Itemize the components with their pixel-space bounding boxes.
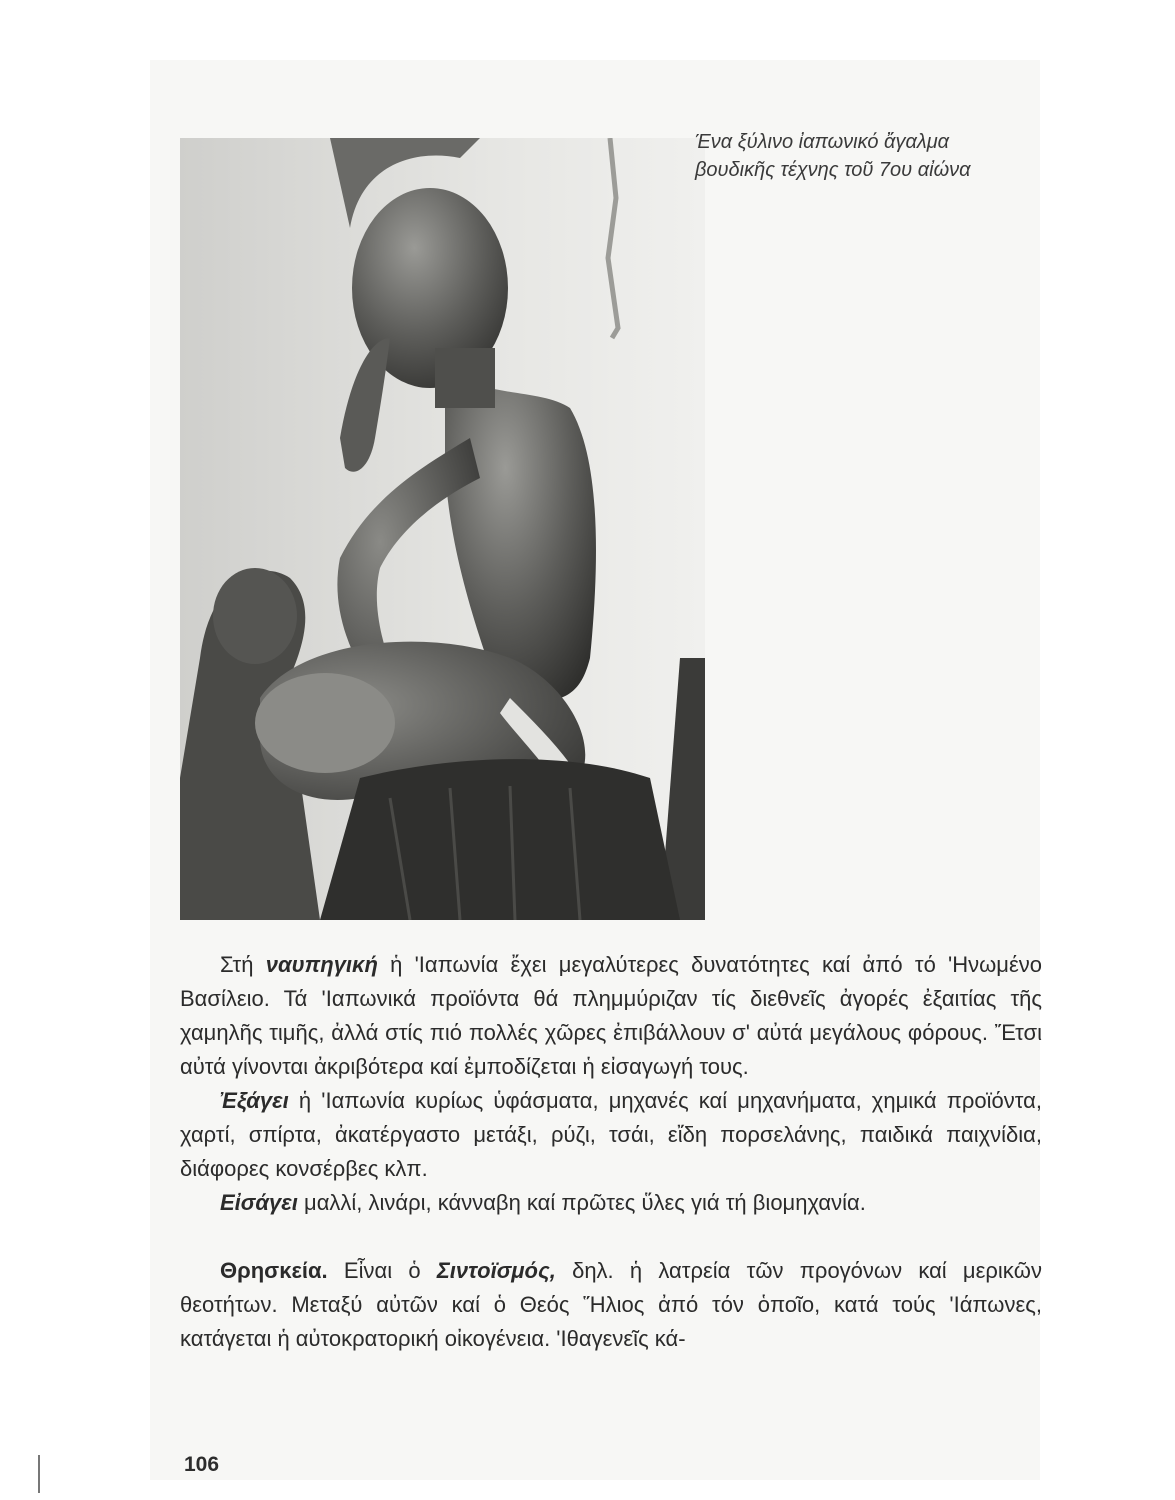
keyword-shipbuilding: ναυπηγική [265,952,378,977]
paragraph-text: μαλλί, λινάρι, κάνναβη καί πρῶτες ὕλες γιά τή βιομηχανία. [297,1190,866,1215]
heading-religion: Θρησκεία. [220,1258,328,1283]
paragraph-lead: Στή [220,952,266,977]
paragraph-shipbuilding [180,948,1042,1084]
paragraph-exports [180,1084,1042,1186]
keyword-shintoism: Σιντοϊσμός, [436,1258,556,1283]
paragraph-religion [180,1254,1042,1356]
page-number: 106 [184,1453,220,1476]
paragraph-text: ἡ 'Ιαπωνία κυρίως ὑφάσματα, μηχανές καί μηχανήματα, χημικά προϊόντα, χαρτί, σπίρτα, ἀκατέργαστο μετάξι, ρύζι, τσάι, εἴδη πορσελάνης, παιδικά παιχνίδια, διάφορες κονσέρβες κλπ. [180,1088,1042,1181]
body-text [180,948,1042,1356]
keyword-exports: Ἐξάγει [220,1088,289,1113]
buddha-statue-photo [180,138,705,920]
paragraph-text: ἡ 'Ιαπωνία ἔχει μεγαλύτερες δυνατότητες καί ἀπό τό 'Ηνωμένο Βασίλειο. Τά 'Ιαπωνικά προϊόντα θά πλημμύριζαν τίς διεθνεῖς ἀγορές ἐξαιτίας τῆς χαμηλῆς τιμῆς, ἀλλά στίς πιό πολλές χῶρες ἐπιβάλλουν σ' αὐτά μεγάλους φόρους. Ἔτσι αὐτά γίνονται ἀκριβότερα καί ἐμποδίζεται ἡ εἰσαγωγή τους. [180,952,1043,1079]
keyword-imports: Εἰσάγει [220,1190,298,1215]
figure-caption: Ένα ξύλινο ἰαπωνικό ἄγαλμα βουδικῆς τέχνης τοῦ 7ου αἰώνα [695,131,971,181]
paragraph-imports [180,1186,1042,1220]
paragraph-text: Εἶναι ὁ [327,1258,437,1283]
paragraph-text: δηλ. ἡ λατρεία τῶν προγόνων καί μερικῶν θεοτήτων. Μεταξύ αὐτῶν καί ὁ Θεός Ἥλιος ἀπό τόν ὁποῖο, κατά τούς 'Ιάπωνες, κατάγεται ἡ αὐτοκρατορική οἰκογένεια. 'Ιθαγενεῖς κά- [180,1258,1042,1351]
margin-mark [38,1455,40,1493]
